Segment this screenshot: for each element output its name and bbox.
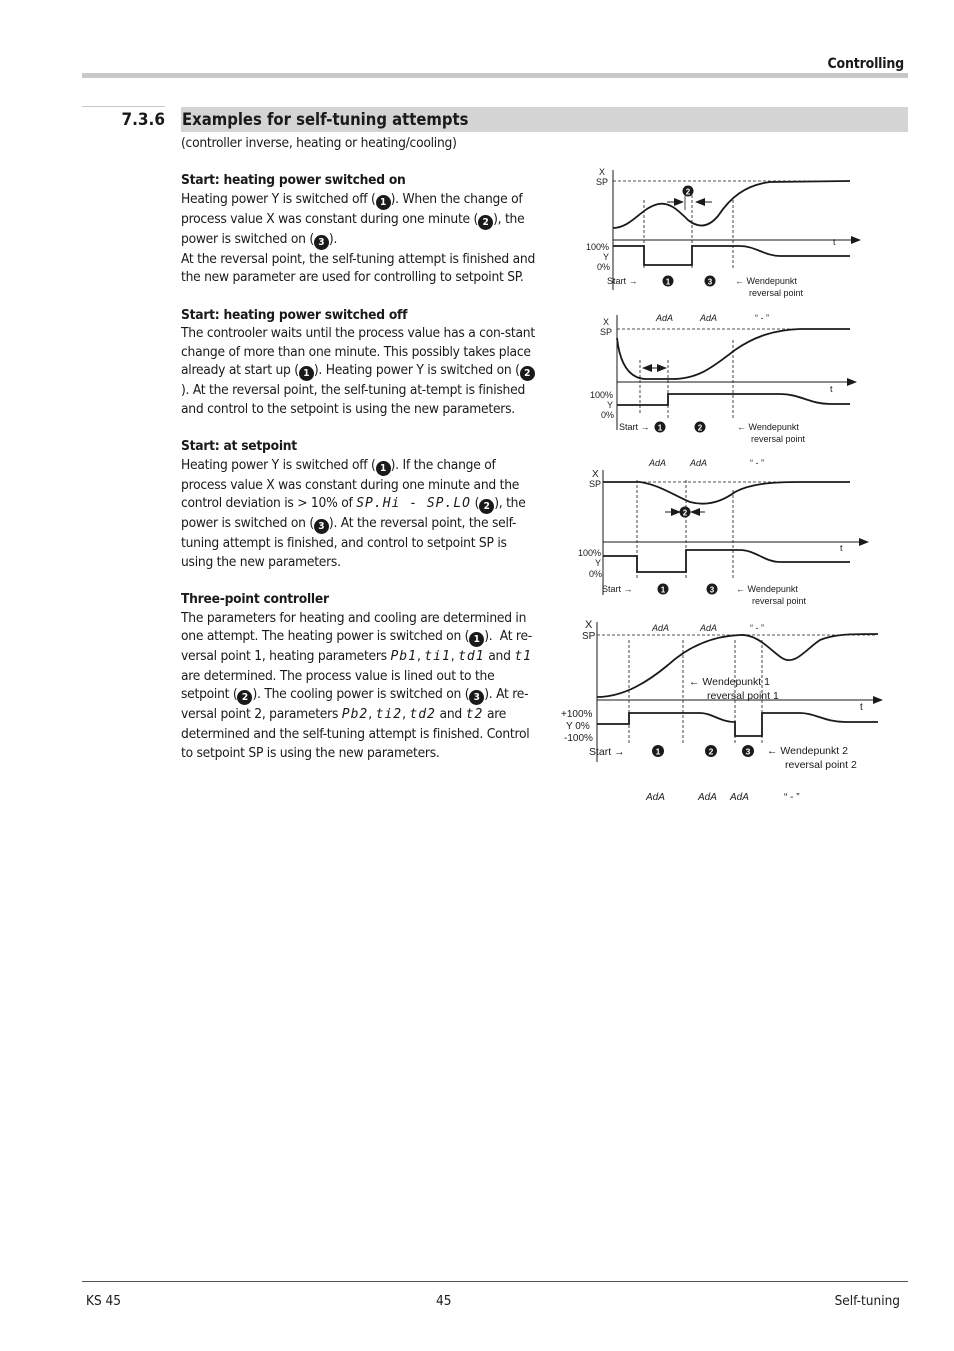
diagram-at-setpoint [603, 470, 868, 595]
y0-label: 0% [589, 569, 603, 579]
step-number: 2 [682, 508, 688, 518]
reversal-label: reversal point 2 [785, 759, 857, 771]
wende-label: ← Wendepunkt 1 [689, 676, 770, 688]
y100-label: 100% [586, 242, 610, 252]
step-3-icon: 3 [314, 519, 329, 534]
step-number: 1 [655, 746, 661, 757]
t-label: t [830, 384, 833, 394]
footer-rule [82, 1281, 908, 1282]
step-1-icon: 1 [376, 195, 391, 210]
dash-label: “ - ” [750, 458, 764, 468]
footer-left: KS 45 [86, 1293, 121, 1309]
section-subtitle: (controller inverse, heating or heating/cooling) [181, 135, 457, 151]
y100-label: 100% [590, 390, 614, 400]
y0-label: 0% [601, 410, 615, 420]
wende-label: ← Wendepunkt 2 [767, 745, 848, 757]
wende-label: ← Wendepunkt [735, 276, 797, 286]
y0-label: 0% [597, 262, 611, 272]
param-code: t2 [465, 707, 484, 723]
param-code: td1 [458, 649, 485, 665]
ada-label: AdA [690, 458, 708, 468]
x-label: X [599, 167, 606, 177]
param-code: SP.Hi - SP.LO [356, 496, 471, 512]
sp-label: SP [596, 177, 609, 187]
param-code: ti1 [424, 649, 451, 665]
diagram-heating-on [613, 170, 860, 290]
sp-label: SP [589, 479, 602, 489]
page-number: 45 [436, 1293, 452, 1309]
sp-label: SP [600, 327, 613, 337]
y-label: Y [603, 252, 610, 262]
param-code: t1 [514, 649, 532, 665]
t-label: t [840, 543, 843, 553]
step-number: 1 [660, 585, 666, 595]
step-2-icon: 2 [478, 215, 493, 230]
heading-at-setpoint: Start: at setpoint [181, 438, 297, 455]
step-3-icon: 3 [469, 690, 484, 705]
heading-power-on: Start: heating power switched on [181, 172, 406, 189]
param-code: td2 [409, 707, 436, 723]
ada-label: AdA [698, 792, 717, 803]
heading-three-point: Three-point controller [181, 591, 329, 608]
y100-label: 100% [578, 548, 602, 558]
step-number: 2 [708, 746, 714, 757]
footer-right: Self-tuning [834, 1293, 900, 1309]
ada-label: AdA [652, 623, 670, 633]
ada-label: AdA [700, 313, 718, 323]
ada-label: AdA [646, 792, 665, 803]
step-1-icon: 1 [469, 632, 484, 647]
reversal-label: reversal point [751, 434, 806, 444]
x-label: X [585, 619, 593, 631]
dash-label: “ - ” [750, 623, 764, 633]
wende-label: ← Wendepunkt [736, 584, 798, 594]
step-number: 1 [665, 277, 671, 287]
step-2-icon: 2 [479, 499, 494, 514]
reversal-label: reversal point [749, 288, 804, 298]
paragraph-power-off: The controoler waits until the process value has a con-stant change of more than one minute. This possibly takes place already at start up ( 1 ). Heating power Y is switched on ( 2). At the reversal point, the self-tuning at-tempt is finished and control to the setpoint is using the new parameters. [181, 325, 535, 417]
param-code: ti2 [375, 707, 403, 723]
ada-label: AdA [730, 792, 749, 803]
yz0-label: Y 0% [566, 721, 590, 732]
start-label: Start → [589, 746, 625, 758]
step-2-icon: 2 [520, 366, 535, 381]
section-title: Examples for self-tuning attempts [182, 110, 469, 129]
step-number: 3 [745, 746, 751, 757]
ym100-label: -100% [564, 733, 593, 744]
heading-power-off: Start: heating power switched off [181, 306, 408, 323]
dash-label: “ - ” [784, 792, 800, 803]
wende-label: ← Wendepunkt [737, 422, 799, 432]
yp100-label: +100% [561, 709, 593, 720]
ada-label: AdA [700, 623, 718, 633]
dash-label: “ - ” [755, 313, 769, 323]
step-3-icon: 3 [314, 235, 329, 250]
sp-label: SP [582, 631, 596, 642]
y-label: Y [595, 558, 602, 568]
reversal-label: reversal point 1 [707, 690, 779, 702]
start-label: Start → [607, 276, 638, 286]
param-code: Pb1 [390, 649, 417, 665]
param-code: Pb2 [341, 707, 369, 723]
diagram-heating-off [617, 315, 856, 430]
reversal-label: reversal point [752, 596, 807, 606]
t-label: t [833, 237, 836, 247]
paragraph-power-on: Heating power Y is switched off ( 1 ). When the change of process value X was constant during one minute ( 2 ), the power is switched on ( 3 ). At the reversal point, the self-tuning attempt is finished and the new parameter are used for controlling to setpoint SP. [181, 190, 536, 286]
step-number: 2 [697, 423, 703, 433]
step-1-icon: 1 [376, 461, 391, 476]
t-label: t [860, 702, 863, 713]
y-label: Y [607, 400, 614, 410]
running-header: Controlling [827, 56, 904, 72]
start-label: Start → [602, 584, 633, 594]
paragraph-at-setpoint: Heating power Y is switched off ( 1 ). If the change of process value X was constant during one minute and the control deviation is > 10% of SP.Hi - SP.LO ( 2 ), the power is switched on ( 3 ). At the reversal point, the self-tuning attempt is finished, and control to setpoint SP is using the new parameters. [181, 456, 526, 570]
step-number: 3 [707, 277, 713, 287]
step-number: 2 [685, 187, 691, 197]
ada-label: AdA [656, 313, 674, 323]
start-label: Start → [619, 422, 650, 432]
step-number: 3 [709, 585, 715, 595]
step-2-icon: 2 [237, 690, 252, 705]
paragraph-three-point: The parameters for heating and cooling are determined in one attempt. The heating power is switched on ( 1 ). At re-versal point 1, heating parameters Pb1, ti1, td1 and t1 are determined. The process value is lined out to the setpoint ( 2 ). The cooling power is switched on ( 3 ). At re-versal point 2, parameters Pb2, ti2, td2 and t2 are determined and the self-tuning attempt is finished. Control to setpoint SP is using the new parameters. [181, 609, 532, 761]
section-number: 7.3.6 [121, 110, 165, 130]
step-1-icon: 1 [299, 366, 314, 381]
step-number: 1 [657, 423, 663, 433]
ada-label: AdA [649, 458, 667, 468]
x-label: X [592, 469, 599, 480]
x-label: X [603, 317, 610, 327]
